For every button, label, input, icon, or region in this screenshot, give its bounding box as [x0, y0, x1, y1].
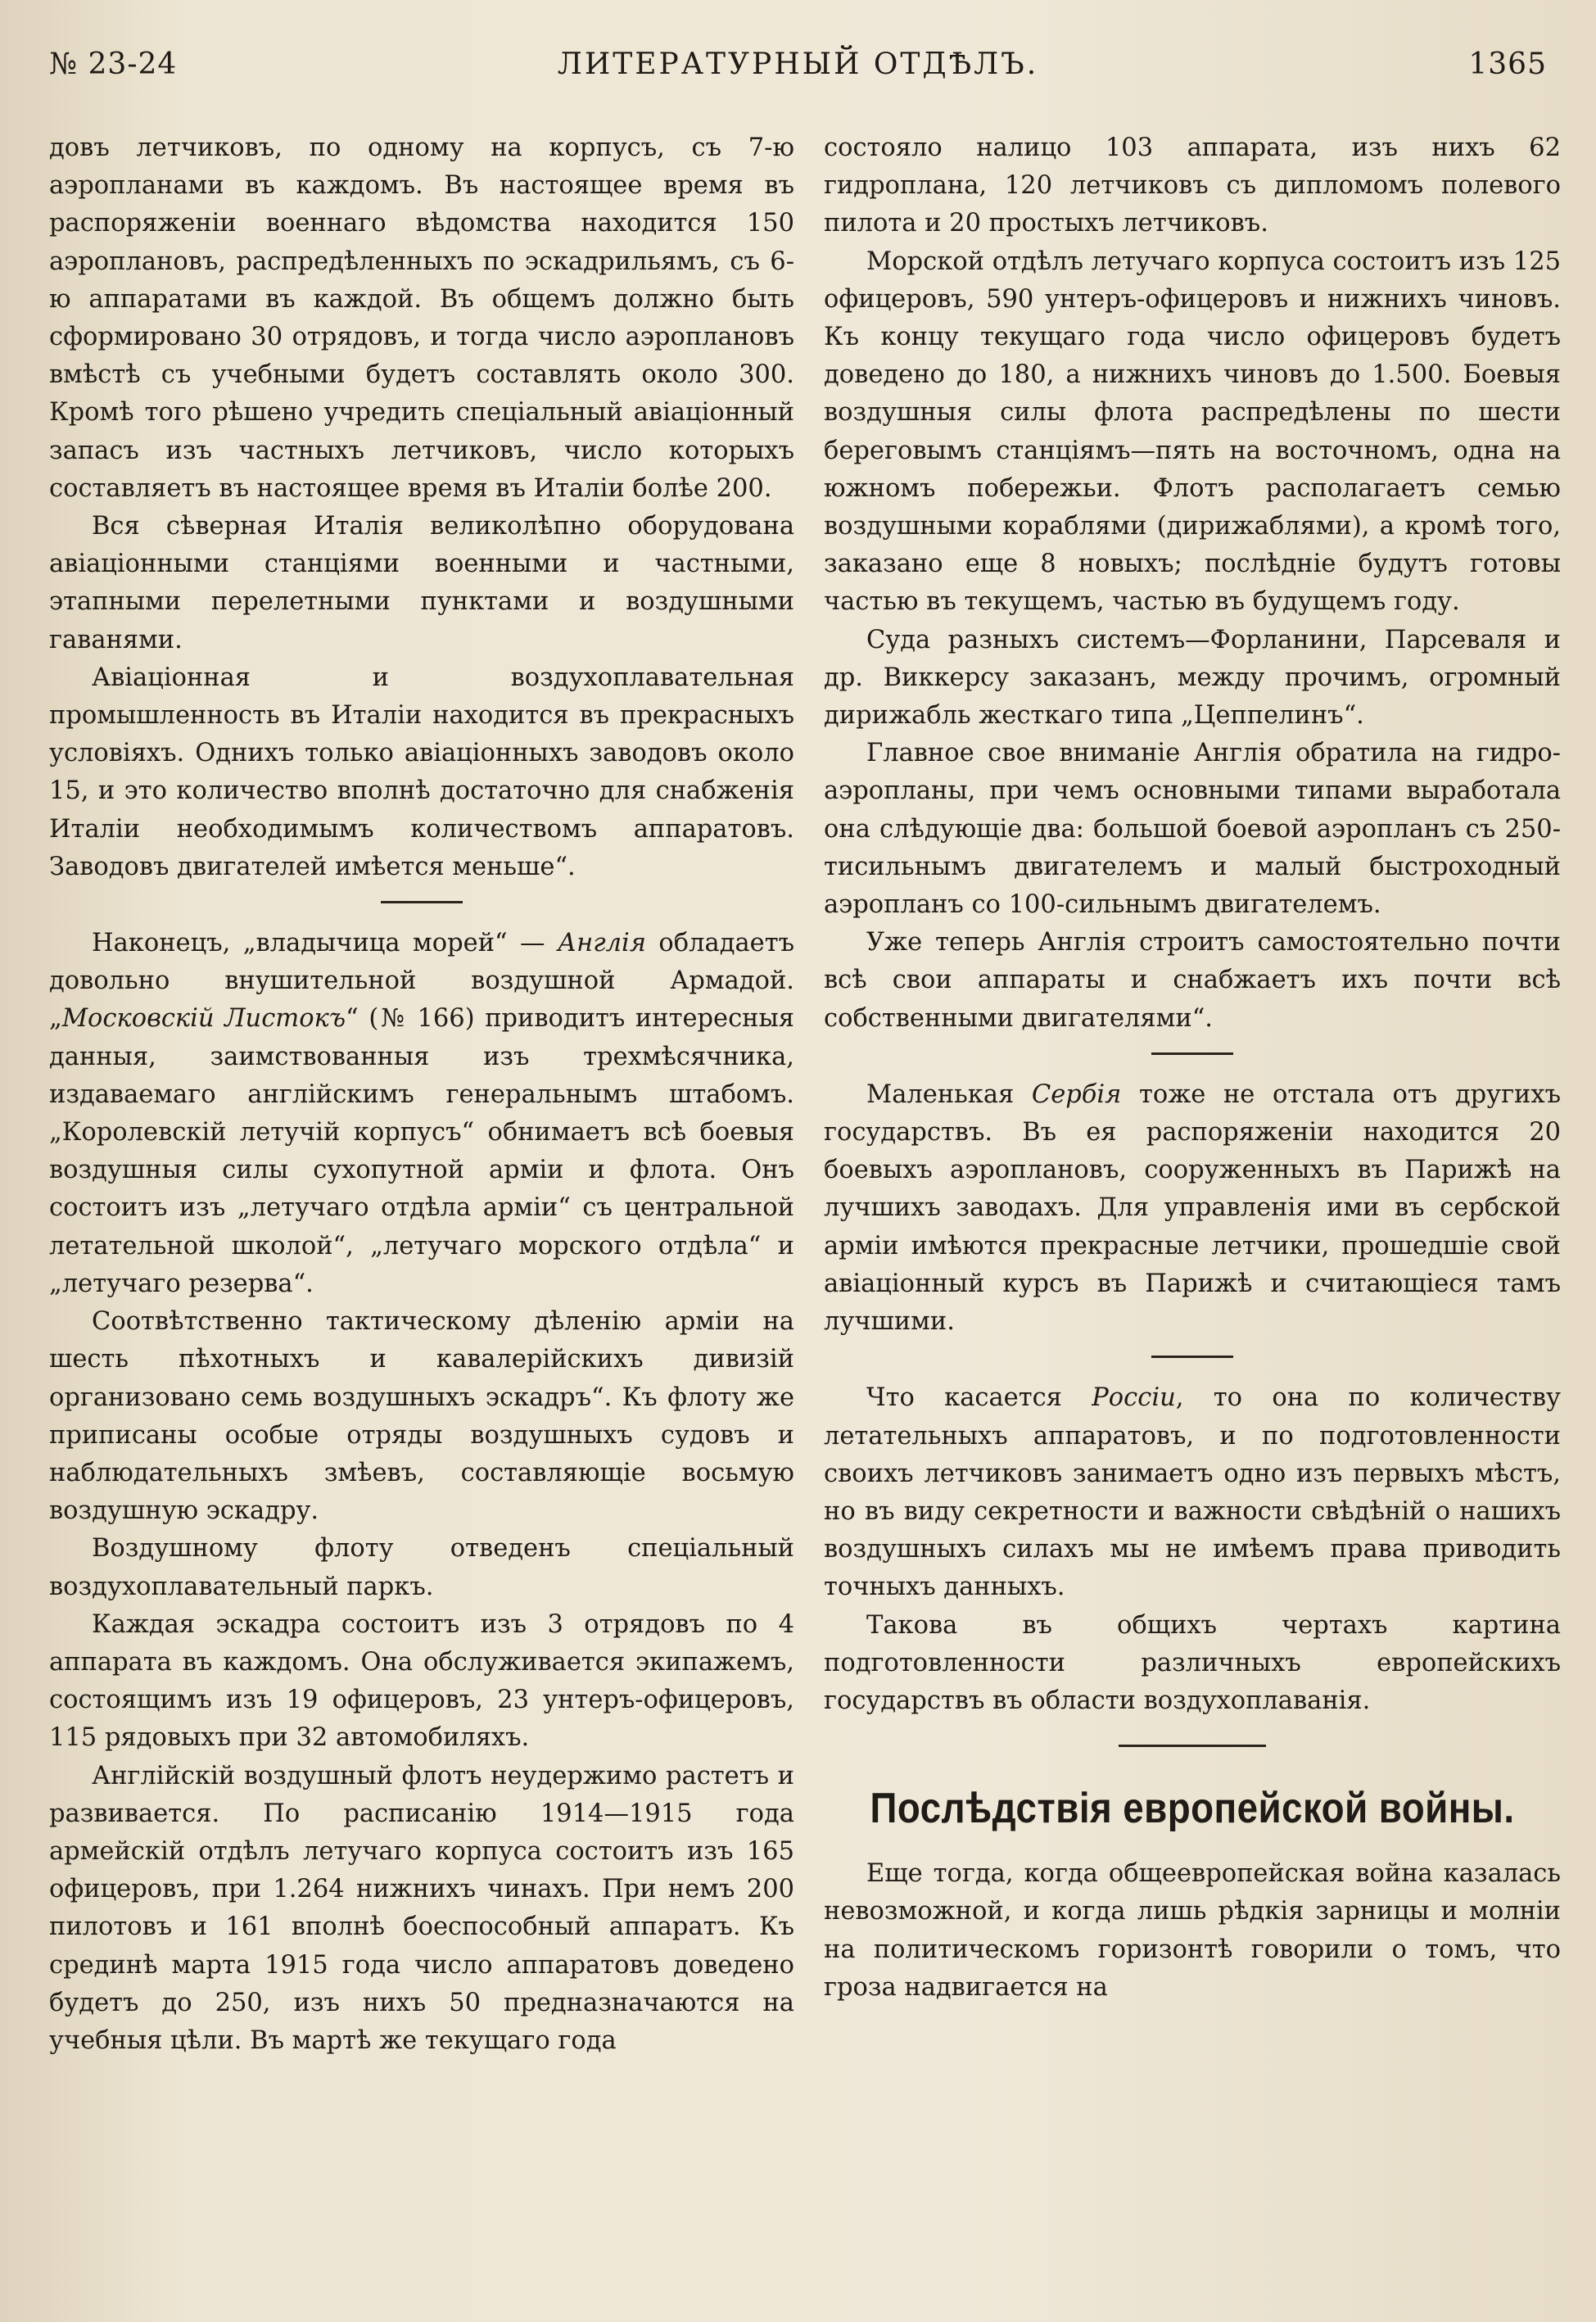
text-run: обладаетъ довольно внушительной воздушной Армадой. „	[49, 929, 794, 1034]
italic-run: Московскій Листокъ	[61, 1004, 346, 1034]
text-run: “ (№ 166) приводитъ интересныя данныя, заимствованныя изъ трехмѣсячника, издаваемаго англійскимъ генеральнымъ штабомъ. „Королевскій летучій корпусъ“ обнимаетъ всѣ боевыя воздушныя силы сухопутной арміи и флота. Онъ состоитъ изъ „летучаго отдѣла арміи“ съ центральной летательной школой“, „летучаго морского отдѣла“ и „летучаго резерва“.	[49, 1004, 794, 1298]
text-run: тоже не отстала отъ другихъ государствъ. Въ ея распоряженіи находится 20 боевыхъ аэроплановъ, сооруженныхъ въ Парижѣ на лучшихъ заводахъ. Для управленія ими въ сербской арміи имѣются прекрасные летчики, прошедшіе свой авіаціонный курсъ въ Парижѣ и считающіеся тамъ лучшими.	[824, 1080, 1561, 1337]
text-run: Маленькая	[866, 1080, 1032, 1109]
section-divider	[1151, 1356, 1233, 1358]
paragraph: Морской отдѣлъ летучаго корпуса состоитъ изъ 125 офицеровъ, 590 унтеръ-офицеровъ и нижнихъ чиновъ. Къ концу текущаго года число офицеровъ будетъ доведено до 180, а нижнихъ чиновъ до 1.500. Боевыя воздушныя силы флота распредѣлены по шести береговымъ станціямъ—пять на восточномъ, одна на южномъ побережьи. Флотъ располагаетъ семью воздушными кораблями (дирижаблями), а кромѣ того, заказано еще 8 новыхъ; послѣдніе будутъ готовы частью въ текущемъ, частью въ будущемъ году.	[824, 247, 1561, 617]
section-divider	[1151, 1052, 1233, 1055]
page-header	[49, 48, 1547, 97]
paragraph	[49, 925, 794, 1303]
issue-number: № 23-24	[49, 48, 178, 81]
right-column	[824, 129, 1561, 2007]
paragraph: Авіаціонная и воздухоплавательная промышленность въ Италіи находится въ прекрасныхъ условіяхъ. Однихъ только авіаціонныхъ заводовъ около 15, и это количество вполнѣ достаточно для снабженія Италіи необходимымъ количествомъ аппаратовъ. Заводовъ двигателей имѣется меньше“.	[49, 663, 794, 881]
paragraph: Каждая эскадра состоитъ изъ 3 отрядовъ по 4 аппарата въ каждомъ. Она обслуживается экипажемъ, состоящимъ изъ 19 офицеровъ, 23 унтеръ-офицеровъ, 115 рядовыхъ при 32 автомобиляхъ.	[49, 1609, 794, 1753]
left-column	[49, 129, 794, 2060]
text-run: Что касается	[866, 1383, 1092, 1413]
paragraph: Соотвѣтственно тактическому дѣленію арміи на шесть пѣхотныхъ и кавалерійскихъ дивизій организовано семь воздушныхъ эскадръ“. Къ флоту же приписаны особые отряды воздушныхъ судовъ и наблюдательныхъ змѣевъ, составляющіе восьмую воздушную эскадру.	[49, 1307, 794, 1526]
paragraph: состояло налицо 103 аппарата, изъ нихъ 62 гидроплана, 120 летчиковъ съ дипломомъ полевого пилота и 20 простыхъ летчиковъ.	[824, 134, 1561, 238]
paragraph: Суда разныхъ системъ—Форланини, Парсеваля и др. Виккерсу заказанъ, между прочимъ, огромный дирижабль жесткаго типа „Цеппелинъ“.	[824, 625, 1561, 731]
article-heading: Послѣдствія европейской войны.	[870, 1785, 1515, 1833]
article-divider	[1119, 1745, 1266, 1747]
paragraph: Главное свое вниманіе Англія обратила на гидро-аэропланы, при чемъ основными типами выработала она слѣдующіе два: большой боевой аэропланъ съ 250-тисильнымъ двигателемъ и малый быстроходный аэропланъ со 100-сильнымъ двигателемъ.	[824, 739, 1561, 920]
paragraph: Такова въ общихъ чертахъ картина подготовленности различныхъ европейскихъ государствъ въ области воздухоплаванія.	[824, 1610, 1561, 1715]
italic-run: Англія	[558, 929, 646, 958]
paragraph: Воздушному флоту отведенъ спеціальный воздухоплавательный паркъ.	[49, 1534, 794, 1601]
section-title: ЛИТЕРАТУРНЫЙ ОТДѢЛЪ.	[557, 48, 1039, 81]
text-run: Наконецъ, „владычица морей“ —	[92, 929, 558, 958]
paragraph	[824, 1076, 1561, 1341]
page-number: 1365	[1468, 48, 1547, 81]
italic-run: Сербія	[1031, 1080, 1122, 1109]
section-divider	[381, 901, 463, 903]
paragraph: Уже теперь Англія строитъ самостоятельно почти всѣ свои аппараты и снабжаетъ ихъ почти всѣ собственными двигателями“.	[824, 928, 1561, 1033]
paragraph: Еще тогда, когда общеевропейская война казалась невозможной, и когда лишь рѣдкія зарницы и молніи на политическомъ горизонтѣ говорили о томъ, что гроза надвигается на	[824, 1859, 1561, 2002]
paragraph	[824, 1379, 1561, 1606]
text-run: , то она по количеству летательныхъ аппаратовъ, и по подготовленности своихъ летчиковъ занимаетъ одно изъ первыхъ мѣстъ, но въ виду секретности и важности свѣдѣній о нашихъ воздушныхъ силахъ мы не имѣемъ права приводить точныхъ данныхъ.	[824, 1383, 1561, 1602]
paragraph: Англійскій воздушный флотъ неудержимо растетъ и развивается. По расписанію 1914—1915 года армейскій отдѣлъ летучаго корпуса состоитъ изъ 165 офицеровъ, при 1.264 нижнихъ чинахъ. При немъ 200 пилотовъ и 161 вполнѣ боеспособный аппаратъ. Къ срединѣ марта 1915 года число аппаратовъ доведено будетъ до 250, изъ нихъ 50 предназначаются на учебныя цѣли. Въ мартѣ же текущаго года	[49, 1761, 794, 2055]
paragraph: довъ летчиковъ, по одному на корпусъ, съ 7-ю аэропланами въ каждомъ. Въ настоящее время въ распоряженіи военнаго вѣдомства находится 150 аэроплановъ, распредѣленныхъ по эскадрильямъ, съ 6-ю аппаратами въ каждой. Въ общемъ должно быть сформировано 30 отрядовъ, и тогда число аэроплановъ вмѣстѣ съ учебными будетъ составлять около 300. Кромѣ того рѣшено учредить спеціальный авіаціонный запасъ изъ частныхъ летчиковъ, число которыхъ составляетъ въ настоящее время въ Италіи болѣе 200.	[49, 134, 794, 503]
paragraph: Вся сѣверная Италія великолѣпно оборудована авіаціонными станціями военными и частными, этапными перелетными пунктами и воздушными гаванями.	[49, 512, 794, 654]
italic-run: Россіи	[1092, 1383, 1176, 1413]
